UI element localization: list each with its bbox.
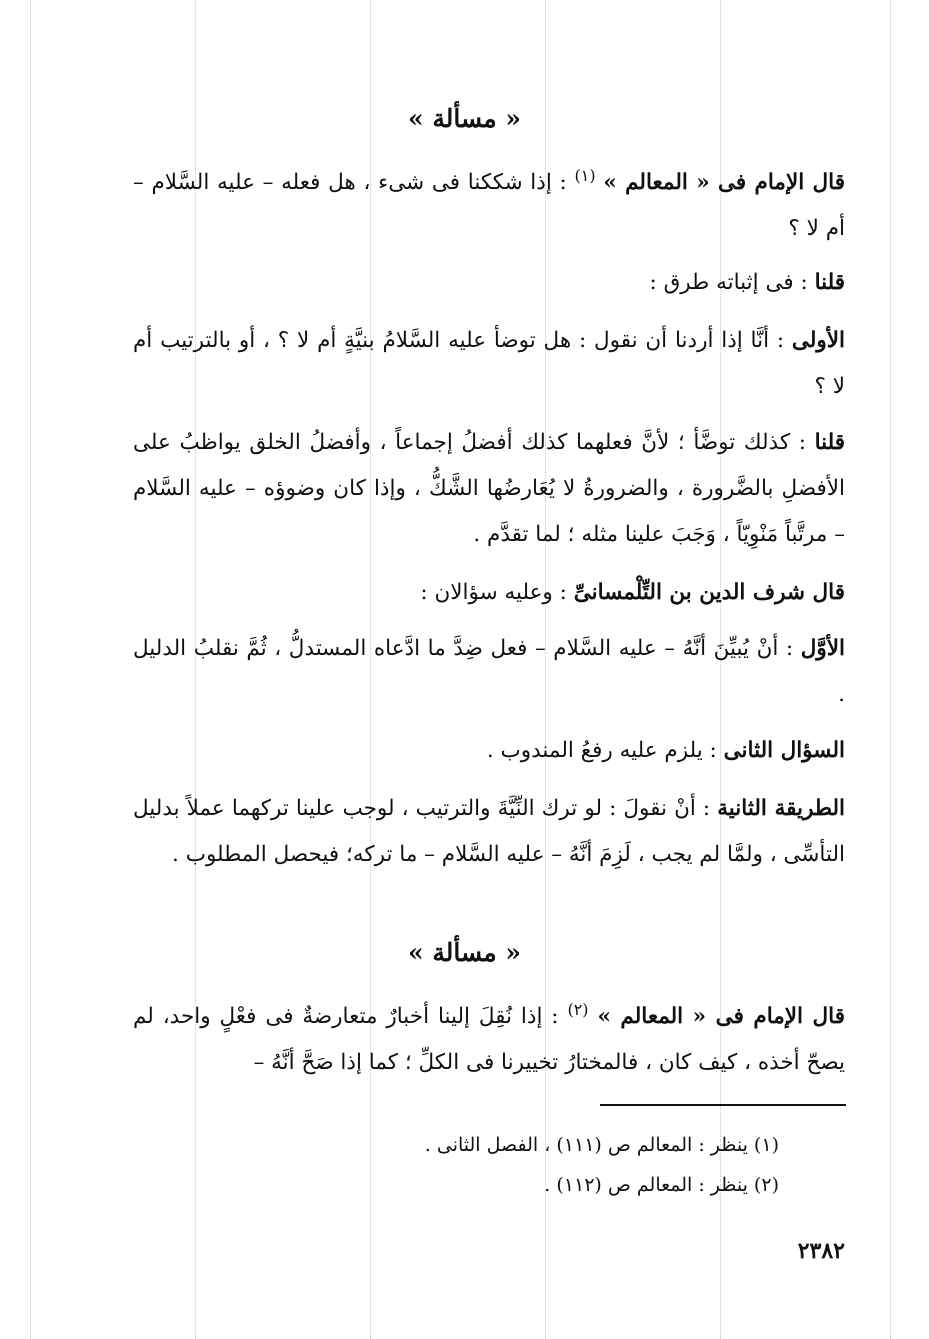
- paragraph-text: : أنْ نقولَ : لو ترك النِّيَّةَ والترتيب ، لوجب علينا تركهما عملاً بدليل التأسِّى ، ولمَّا لم يجب ، لَزِمَ أنَّهُ – عليه السَّلام – ما تركه؛ فيحصل المطلوب .: [133, 796, 845, 867]
- footnote-2: (٢) ينظر : المعالم ص (١١٢) .: [544, 1174, 779, 1196]
- paragraph-imam-statement-2: [133, 994, 845, 1086]
- paragraph-text: : وعليه سؤالان :: [420, 580, 567, 605]
- paragraph-first-answer: [133, 420, 845, 558]
- paragraph-text: : فى إثباته طرق :: [649, 270, 808, 295]
- section-heading: « مسألة »: [408, 938, 521, 967]
- paragraph-imam-statement-1: [133, 160, 845, 252]
- section-heading: « مسألة »: [408, 104, 521, 133]
- paragraph-text: : إذا شككنا فى شىء ، هل فعله – عليه السَّلام – أم لا ؟: [133, 170, 845, 241]
- paragraph-lead: قلنا: [814, 430, 845, 455]
- footnote-1: (١) ينظر : المعالم ص (١١١) ، الفصل الثانى .: [424, 1134, 779, 1156]
- paragraph-lead: الأوَّل: [800, 636, 845, 661]
- paragraph-lead: قال الإمام فى « المعالم »: [597, 1004, 845, 1029]
- footnote-ref-1[interactable]: (١): [574, 165, 596, 185]
- paragraph-lead: قال شرف الدين بن التِّلْمسانىِّ: [573, 580, 845, 605]
- paragraph-text: : أنْ يُبيِّنَ أنَّهُ – عليه السَّلام – فعل ضِدَّ ما ادَّعاه المستدلُّ ، ثُمَّ نقلبُ الدليل .: [133, 636, 845, 707]
- paragraph-text: : إذا نُقِلَ إلينا أخبارٌ متعارضةٌ فى فعْلٍ واحد، لم يصحّ أخذه ، كيف كان ، فالمختارُ تخييرنا فى الكلِّ ؛ كما إذا صَحَّ أنَّهُ –: [133, 1004, 845, 1075]
- paragraph-text: : يلزم عليه رفعُ المندوب .: [486, 738, 717, 763]
- paragraph-second-method: [133, 786, 845, 878]
- page-number: ٢٣٨٢: [797, 1238, 845, 1264]
- paragraph-text: : أنَّا إذا أردنا أن نقول : هل توضأ عليه السَّلامُ بنيَّةٍ أم لا ؟ ، أو بالترتيب أم لا ؟: [133, 328, 845, 399]
- paragraph-tilimsani: [133, 570, 845, 616]
- footnote-separator: [600, 1104, 846, 1106]
- paragraph-first-question: [133, 626, 845, 718]
- paragraph-first-method: [133, 318, 845, 410]
- footnote-ref-2[interactable]: (٢): [567, 999, 589, 1019]
- paragraph-second-question: [133, 728, 845, 774]
- paragraph-text: : كذلك توضَّأ ؛ لأنَّ فعلهما كذلك أفضلُ إجماعاً ، وأفضلُ الخلق يواظبُ على الأفضلِ بالضَّرورة ، والضرورةُ لا يُعَارضُها الشَّكُّ ، وإذا كان وضوؤه – عليه السَّلام – مرتَّباً مَنْوِيّاً ، وَجَبَ علينا مثله ؛ لما تقدَّم .: [133, 430, 845, 547]
- paragraph-answer-methods: [133, 260, 845, 306]
- paragraph-lead: الطريقة الثانية: [717, 796, 845, 821]
- paragraph-lead: الأولى: [791, 328, 845, 353]
- paragraph-lead: قلنا: [814, 270, 845, 295]
- paragraph-lead: قال الإمام فى « المعالم »: [603, 170, 845, 195]
- footnotes-list: [179, 1125, 819, 1205]
- paragraph-lead: السؤال الثانى: [723, 738, 845, 763]
